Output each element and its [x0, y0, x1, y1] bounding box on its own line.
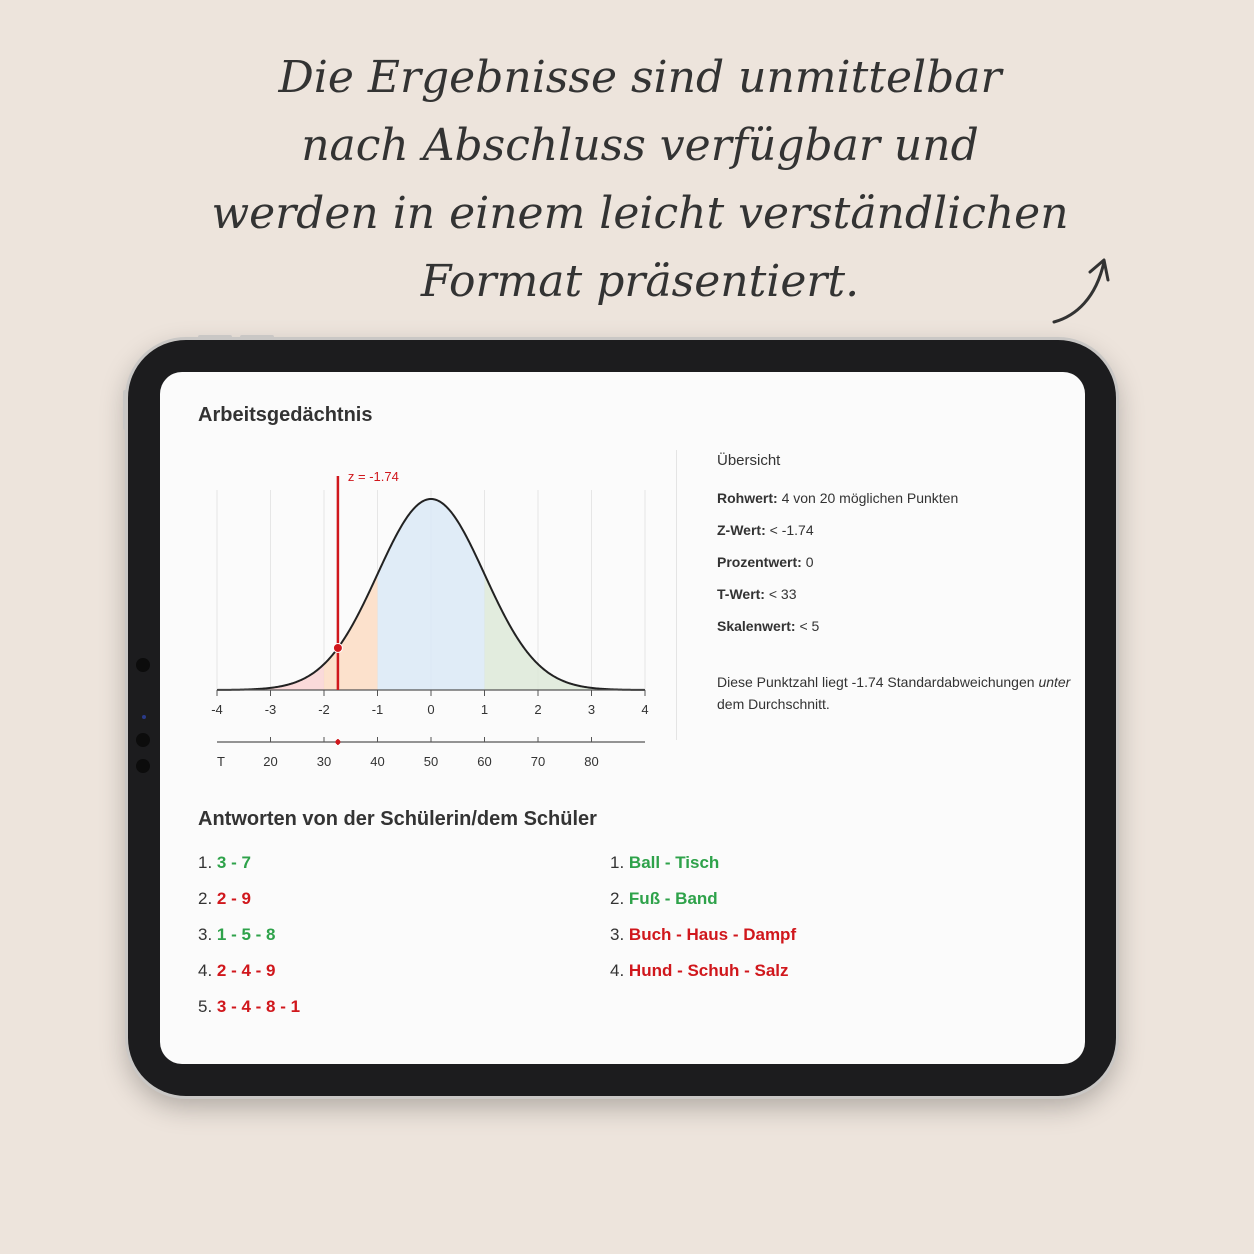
item-number: 4.	[198, 961, 213, 980]
camera-lens-icon	[136, 733, 150, 747]
t-axis-tick-label: 40	[370, 754, 385, 769]
z-axis-tick-label: -3	[264, 702, 277, 717]
item-number: 2.	[610, 889, 625, 908]
distribution-band	[378, 499, 485, 690]
answer-value: Hund - Schuh - Salz	[628, 961, 789, 980]
z-axis-tick-label: 1	[480, 702, 489, 717]
list-item	[198, 924, 300, 960]
headline	[180, 44, 1100, 316]
curved-arrow-icon	[1046, 250, 1116, 330]
z-axis-tick-label: -2	[318, 702, 330, 717]
overview-value: 4 von 20 möglichen Punkten	[781, 490, 959, 506]
item-number: 4.	[610, 961, 625, 980]
overview-label: Rohwert:	[717, 490, 778, 506]
note-suffix: dem Durchschnitt.	[717, 696, 830, 712]
z-score-marker-point	[333, 643, 342, 652]
headline-line-2: nach Abschluss verfügbar und	[301, 120, 979, 171]
z-axis-tick-label: 0	[427, 702, 435, 717]
overview-label: Z-Wert:	[717, 522, 766, 538]
list-item	[198, 960, 300, 996]
item-number: 3.	[610, 925, 625, 944]
volume-button-top	[198, 335, 232, 339]
answers-list-words	[610, 852, 796, 996]
overview-panel	[717, 452, 1077, 715]
answer-value: 3 - 4 - 8 - 1	[216, 997, 301, 1016]
overview-value: < 33	[768, 586, 797, 602]
overview-label: Prozentwert:	[717, 554, 802, 570]
answers-heading: Antworten von der Schülerin/dem Schüler	[198, 808, 597, 830]
note-emphasis: unter	[1038, 674, 1071, 690]
item-number: 3.	[198, 925, 213, 944]
vertical-divider	[676, 450, 677, 740]
answer-value: Fuß - Band	[628, 889, 718, 908]
list-item	[610, 888, 796, 924]
item-number: 1.	[198, 853, 213, 872]
t-axis-tick-label: 80	[584, 754, 599, 769]
overview-row-raw-score	[717, 489, 1077, 521]
side-button	[123, 390, 127, 430]
overview-heading: Übersicht	[717, 452, 781, 469]
item-number: 2.	[198, 889, 213, 908]
z-axis-tick-label: 3	[587, 702, 596, 717]
z-axis-tick-label: -1	[371, 702, 384, 717]
distribution-band	[485, 574, 646, 690]
overview-row-scaled-score	[717, 617, 1077, 649]
headline-line-1: Die Ergebnisse sind unmittelbar	[278, 52, 1002, 103]
list-item	[610, 852, 796, 888]
overview-value: 0	[805, 554, 814, 570]
answer-value: 1 - 5 - 8	[216, 925, 276, 944]
t-axis-tick-label: 50	[423, 754, 439, 769]
list-item	[610, 924, 796, 960]
headline-line-4: Format präsentiert.	[420, 256, 860, 307]
tablet-device	[128, 340, 1116, 1096]
answers-list-numbers	[198, 852, 300, 1032]
list-item	[198, 996, 300, 1032]
z-score-marker-label: z = -1.74	[347, 469, 399, 484]
overview-label: T-Wert:	[717, 586, 765, 602]
overview-note	[717, 671, 1077, 715]
t-axis-tick-label: 30	[316, 754, 332, 769]
t-axis-tick-label: T	[217, 754, 225, 769]
z-axis-tick-label: -4	[211, 702, 223, 717]
overview-row-z-score	[717, 521, 1077, 553]
t-axis-tick-label: 70	[530, 754, 546, 769]
t-score-marker-point	[335, 740, 340, 745]
volume-button-top-2	[240, 335, 274, 339]
list-item	[198, 852, 300, 888]
item-number: 1.	[610, 853, 625, 872]
overview-value: < -1.74	[769, 522, 814, 538]
overview-row-percentile	[717, 553, 1077, 585]
answer-value: 3 - 7	[216, 853, 251, 872]
overview-label: Skalenwert:	[717, 618, 796, 634]
overview-value: < 5	[799, 618, 820, 634]
normal-distribution-chart	[160, 372, 680, 792]
camera-flash-icon	[136, 759, 150, 773]
answer-value: 2 - 4 - 9	[216, 961, 276, 980]
list-item	[610, 960, 796, 996]
headline-line-3: werden in einem leicht verständlichen	[211, 188, 1069, 239]
t-axis-tick-label: 60	[477, 754, 492, 769]
t-axis-tick-label: 20	[263, 754, 278, 769]
overview-row-t-score	[717, 585, 1077, 617]
list-item	[198, 888, 300, 924]
camera-sensor-icon	[136, 658, 150, 672]
app-screen	[160, 372, 1085, 1064]
answer-value: Buch - Haus - Dampf	[628, 925, 797, 944]
item-number: 5.	[198, 997, 213, 1016]
camera-indicator-icon	[142, 715, 146, 719]
z-axis-tick-label: 4	[641, 702, 649, 717]
note-text: Diese Punktzahl liegt -1.74 Standardabweichungen	[717, 674, 1035, 690]
z-axis-tick-label: 2	[534, 702, 542, 717]
answer-value: Ball - Tisch	[628, 853, 720, 872]
page-title: Arbeitsgedächtnis	[198, 404, 373, 426]
answer-value: 2 - 9	[216, 889, 251, 908]
